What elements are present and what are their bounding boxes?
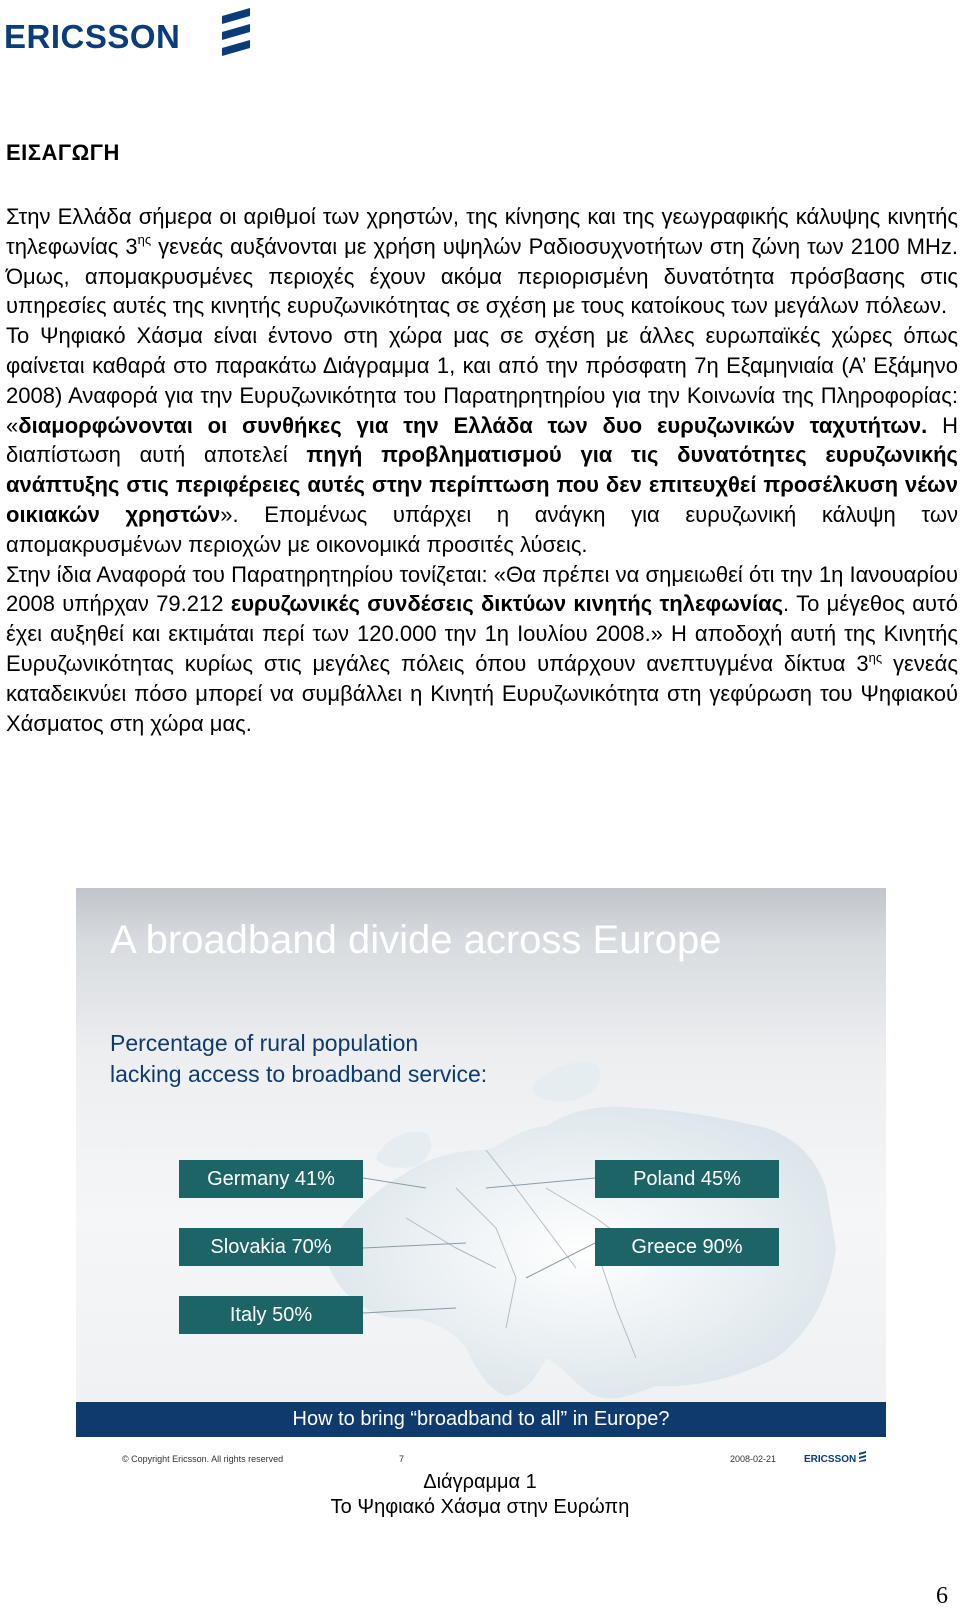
para1-superscript: ης — [137, 232, 152, 248]
slide-copyright: © Copyright Ericsson. All rights reserved — [122, 1454, 284, 1464]
embedded-slide — [76, 888, 886, 1437]
page-number: 6 — [936, 1583, 948, 1609]
slide-footer-logo — [804, 1451, 867, 1465]
ericsson-mark-icon — [218, 6, 256, 58]
para2-text-d: ». Επομένως υπάρχει η ανάγκη για ευρυζωνική κάλυψη των απομακρυσμένων περιοχών με οικονομικά προσιτές λύσεις. — [6, 501, 958, 557]
paragraph-3 — [6, 560, 958, 739]
logo-wordmark: ERICSSON — [4, 18, 181, 55]
para1-text-b: γενεάς αυξάνονται με χρήση υψηλών Ραδιοσυχνοτήτων στη ζώνη των 2100 MHz. Όμως, απομακρυσμένες περιοχές έχουν ακόμα περιορισμένη δυνατότητα πρόσβασης στις υπηρεσίες αυτές της κινητής ευρυζωνικότητας σε σχέση με τους κατοίκους των μεγάλων πόλεων. — [6, 233, 958, 319]
slide-footer-logo-text: ERICSSON — [804, 1454, 857, 1465]
slide-number: 7 — [399, 1454, 405, 1464]
para3-text-d: γενεάς καταδεικνύει πόσο μπορεί να συμβάλλει η Κινητή Ευρυζωνικότητα στη γεφύρωση του Ψηφιακού Χάσματος στη χώρα μας. — [6, 650, 958, 736]
para3-text-a: Στην ίδια Αναφορά του Παρατηρητηρίου τονίζεται: «Θα πρέπει να σημειωθεί ότι την 1η Ιανουαρίου 2008 υπήρχαν 79.212 — [6, 561, 958, 617]
ericsson-mark-small-icon — [859, 1451, 867, 1462]
para2-bold-2: πηγή προβληματισμού για τις δυνατότητες ευρυζωνικής ανάπτυξης στις περιφέρειες αυτές στην περίπτωση που δεν επιτευχθεί προσέλκυση νέων οικιακών χρηστών — [6, 442, 958, 527]
slide-title: A broadband divide across Europe — [110, 918, 722, 962]
caption-line-1: Διάγραμμα 1 — [423, 1471, 537, 1493]
country-box-greece: Greece 90% — [595, 1228, 779, 1266]
ericsson-logo — [4, 6, 264, 58]
para2-text-a: Το Ψηφιακό Χάσμα είναι έντονο στη χώρα μας σε σχέση με άλλες ευρωπαϊκές χώρες όπως φαίνεται καθαρά στο παρακάτω Διάγραμμα 1, και από την πρόσφατη 7η Εξαμηνιαία (Α’ Εξάμηνο 2008) Αναφορά για την Ευρυζωνικότητα του Παρατηρητηρίου για την Κοινωνία της Πληροφορίας: « — [6, 323, 958, 438]
caption-line-2: Το Ψηφιακό Χάσμα στην Ευρώπη — [330, 1496, 630, 1518]
slide-subtitle — [110, 1028, 630, 1090]
body-text — [6, 202, 958, 738]
slide-subtitle-line-2: lacking access to broadband service: — [110, 1061, 488, 1087]
para2-text-c: Η διαπίστωση αυτή αποτελεί — [6, 412, 959, 468]
country-box-poland: Poland 45% — [595, 1160, 779, 1198]
para1-text-a: Στην Ελλάδα σήμερα οι αριθμοί των χρηστών, της κίνησης και της γεωγραφικής κάλυψης κινητής τηλεφωνίας 3 — [6, 204, 958, 259]
country-box-germany: Germany 41% — [179, 1160, 363, 1198]
paragraph-2 — [6, 321, 958, 559]
para3-text-c: . Το μέγεθος αυτό έχει αυξηθεί και εκτιμάται περί των 120.000 την 1η Ιουλίου 2008.» Η αποδοχή αυτή της Κινητής Ευρυζωνικότητας κυρίως στις μεγάλες πόλεις όπου υπάρχουν ανεπτυγμένα δίκτυα 3 — [6, 591, 958, 676]
para3-bold-1: ευρυζωνικές συνδέσεις δικτύων κινητής τηλεφωνίας — [230, 591, 784, 617]
section-heading: ΕΙΣΑΓΩΓΗ — [6, 140, 120, 165]
country-box-italy: Italy 50% — [179, 1296, 363, 1334]
slide-date: 2008-02-21 — [730, 1454, 777, 1464]
country-box-slovakia: Slovakia 70% — [179, 1228, 363, 1266]
figure-caption — [0, 1470, 960, 1520]
para3-superscript: ης — [868, 649, 883, 665]
slide-bottom-bar: How to bring “broadband to all” in Europe? — [76, 1402, 886, 1437]
slide-footer — [76, 1450, 886, 1468]
paragraph-1 — [6, 202, 958, 321]
slide-subtitle-line-1: Percentage of rural population — [110, 1030, 419, 1056]
para2-bold-1: διαμορφώνονται οι συνθήκες για την Ελλάδα των δυο ευρυζωνικών ταχυτήτων. — [18, 412, 928, 438]
